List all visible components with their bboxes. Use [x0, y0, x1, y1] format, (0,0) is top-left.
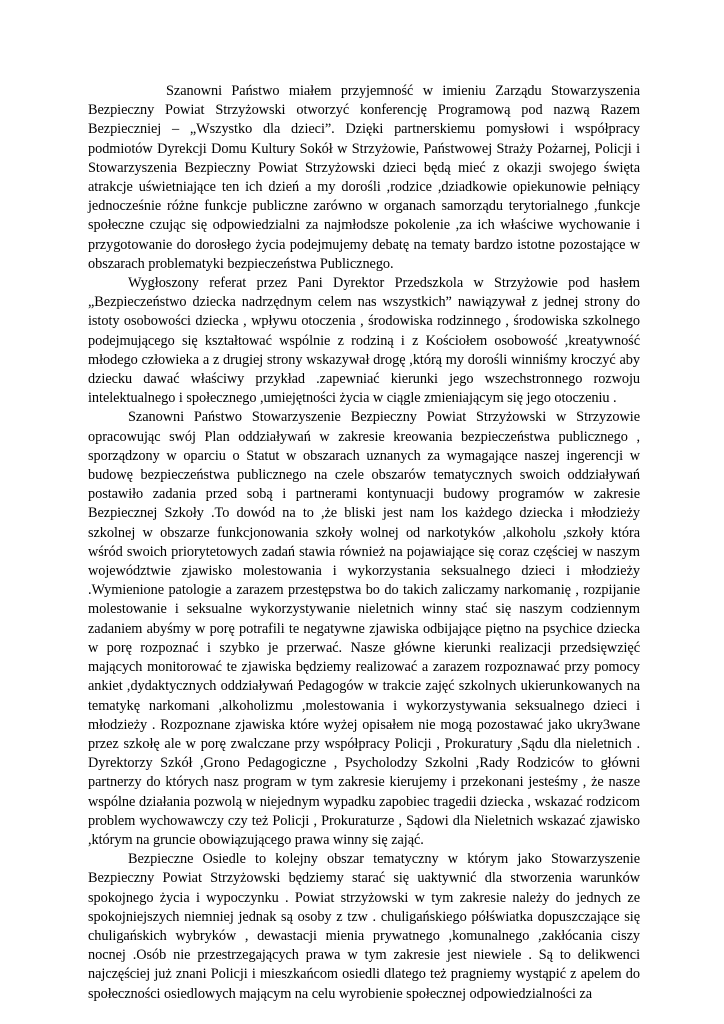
paragraph-safe-neighbourhood: Bezpieczne Osiedle to kolejny obszar tematyczny w którym jako Stowarzyszenie Bezpieczny Powiat Strzyżowski będziemy starać się uaktywnić dla stworzenia warunków spokojnego życia i wypoczynku . Powiat strzyżowski w tym zakresie należy do jednych ze spokojniejszych niemniej jednak są osoby z tzw . chuligańskiego półświatka dopuszczające się chuligańskich wybryków , dewastacji mienia prywatnego ,komunalnego ,zakłócania ciszy nocnej .Osób nie przestrzegających prawa w tym zakresie jest niewiele . Są to delikwenci najczęściej już znani Policji i mieszkańcom osiedli dlatego też pragniemy wystąpić z apelem do społeczności osiedlowych mającym na celu wyrobienie społecznej odpowiedzialności za [88, 851, 640, 1002]
paragraph-safe-school: Szanowni Państwo Stowarzyszenie Bezpieczny Powiat Strzyżowski w Strzyzowie opracowując swój Plan oddziaływań w zakresie kreowania bezpieczeństwa publicznego , sporządzony w oparciu o Statut w obszarach uznanych za wymagające naszej ingerencji w budowę bezpieczeństwa publicznego na czele obszarów tematycznych swoich oddziaływań postawiło zadania przed sobą i partnerami kontynuacji budowy programów w zakresie Bezpiecznej Szkoły .To dowód na to ,że bliski jest nam los każdego dziecka i młodzieży szkolnej w obszarze funkcjonowania szkoły wolnej od narkotyków ,alkoholu ,szkoły która wśród swoich priorytetowych zadań stawia również na pojawiające się coraz częściej w naszym województwie zjawisko molestowania i wykorzystania seksualnego dzieci i młodzieży .Wymienione patologie a zarazem przestępstwa bo do takich zaliczamy narkomanię , rozpijanie molestowanie i seksualne wykorzystywanie nieletnich winny stać się naszym codziennym zadaniem abyśmy w porę potrafili te negatywne zjawiska odbijające piętno na psychice dziecka w porę rozpoznać i szybko je przerwać. Nasze główne kierunki realizacji przedsięwzięć mających monitorować te zjawiska będziemy realizować a zarazem rozpoznawać przy pomocy ankiet ,dydaktycznych oddziaływań Pedagogów w trakcie zajęć szkolnych ukierunkowanych na tematykę narkomani ,alkoholizmu ,molestowania i wykorzystywania seksualnego dzieci i młodzieży . Rozpoznane zjawiska które wyżej opisałem nie mogą pozostawać jako ukry3wane przez szkołę ale w porę zwalczane przy współpracy Policji , Prokuratury ,Sądu dla nieletnich . Dyrektorzy Szkół ,Grono Pedagogiczne , Psycholodzy Szkolni ,Rady Rodziców to główni partnerzy do których nasz program w tym zakresie kierujemy i przekonani jesteśmy , że nasze wspólne działania pozwolą w niejednym wypadku zapobiec tragedii dziecka , wskazać rodzicom problem wychowawczy czy też Policji , Prokuraturze , Sądowi dla Nieletnich wskazać zjawisko ,którym na gruncie obowiązującego prawa winny się zająć. [88, 409, 640, 848]
paragraph-kindergarten-lecture: Wygłoszony referat przez Pani Dyrektor Przedszkola w Strzyżowie pod hasłem „Bezpieczeństwo dziecka nadrzędnym celem nas wszystkich” nawiązywał z jednej strony do istoty osobowości dziecka , wpływu otoczenia , środowiska rodzinnego , środowiska szkolnego podejmującego się kształtować wspólnie z rodziną i z Kościołem osobowość ,kreatywność młodego człowieka a z drugiej strony wskazywał drogę ,którą my dorośli winniśmy kroczyć aby dziecku dawać właściwy przykład .zapewniać kierunki jego wszechstronnego rozwoju intelektualnego i społecznego ,umiejętności życia w ciągle zmieniającym się jego otoczeniu . [88, 275, 640, 407]
document-page [88, 82, 640, 1004]
paragraph-conference-opening: Szanowni Państwo miałem przyjemność w imieniu Zarządu Stowarzyszenia Bezpieczny Powiat Strzyżowski otworzyć konferencję Programową pod nazwą Razem Bezpieczniej – „Wszystko dla dzieci”. Dzięki partnerskiemu pomysłowi i współpracy podmiotów Dyrekcji Domu Kultury Sokół w Strzyżowie, Państwowej Straży Pożarnej, Policji i Stowarzyszenia Bezpieczny Powiat Strzyżowski dzieci będą mieć z okazji swojego święta atrakcje uświetniające ten ich dzień a my dorośli ,rodzice ,dziadkowie opiekunowie pełniący jednocześnie różne funkcje publiczne zarówno w organach samorządu terytorialnego ,funkcje społeczne czując się odpowiedzialni za najmłodsze pokolenie ,za ich właściwe wychowanie i przygotowanie do dorosłego życia podejmujemy debatę na tematy bardzo istotne pozostające w obszarach problematyki bezpieczeństwa Publicznego. [88, 83, 640, 272]
